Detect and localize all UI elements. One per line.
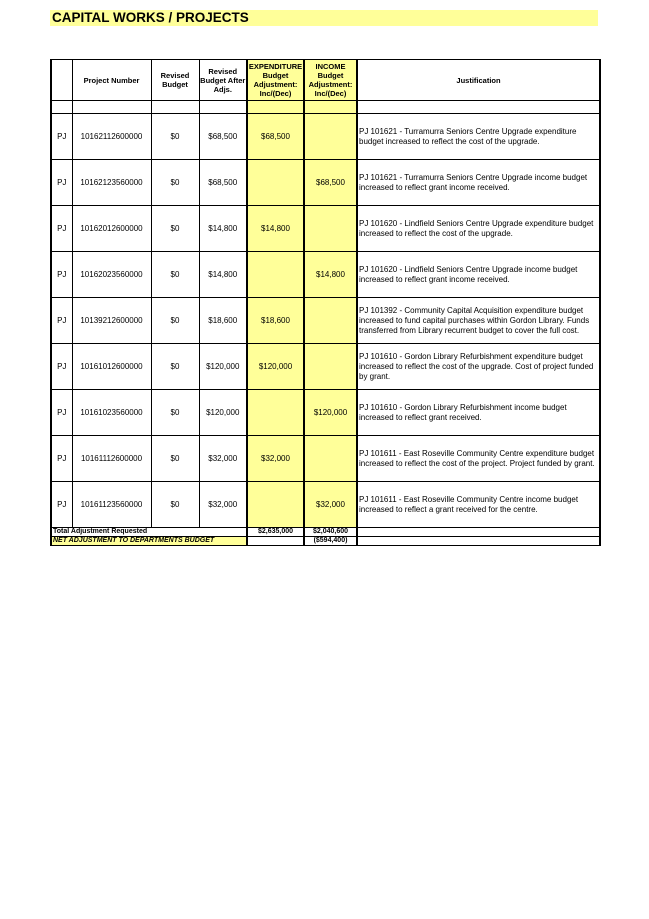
total-income: $2,040,600 [304,528,357,537]
income-cell [304,298,357,344]
type-cell: PJ [51,344,72,390]
expenditure-cell: $18,600 [247,298,304,344]
justification-cell: PJ 101621 - Turramurra Seniors Centre Upgrade income budget increased to reflect grant income received. [357,160,600,206]
justification-cell: PJ 101392 - Community Capital Acquisition expenditure budget increased to fund capital purchases within Gordon Library. Funds transferred from Library recurrent budget to cover the full cost. [357,298,600,344]
table-row [51,160,600,206]
table-row [51,206,600,252]
expenditure-cell: $14,800 [247,206,304,252]
revised-budget-cell: $0 [151,482,199,528]
expenditure-cell [247,390,304,436]
expenditure-cell: $68,500 [247,114,304,160]
revised-budget-cell: $0 [151,298,199,344]
section-title: CAPITAL WORKS / PROJECTS [50,10,598,26]
revised-budget-cell: $0 [151,252,199,298]
type-cell: PJ [51,298,72,344]
table-row [51,114,600,160]
header-row [51,60,600,101]
type-cell: PJ [51,206,72,252]
header-revised-budget: Revised Budget [151,60,199,101]
project-number-cell: 10161023560000 [72,390,151,436]
net-justification-blank [357,537,600,546]
spacer-cell [247,101,304,114]
revised-after-cell: $120,000 [199,344,247,390]
spacer-cell [199,101,247,114]
revised-budget-cell: $0 [151,114,199,160]
revised-budget-cell: $0 [151,344,199,390]
type-cell: PJ [51,482,72,528]
net-expenditure-blank [247,537,304,546]
net-adjustment-label: NET ADJUSTMENT TO DEPARTMENTS BUDGET [51,537,247,546]
project-number-cell: 10162012600000 [72,206,151,252]
type-cell: PJ [51,114,72,160]
revised-after-cell: $18,600 [199,298,247,344]
justification-cell: PJ 101610 - Gordon Library Refurbishment expenditure budget increased to reflect the cost of the upgrade. Cost of project funded by grant. [357,344,600,390]
revised-after-cell: $14,800 [199,206,247,252]
header-type [51,60,72,101]
income-cell: $14,800 [304,252,357,298]
spacer-cell [151,101,199,114]
revised-after-cell: $14,800 [199,252,247,298]
justification-cell: PJ 101620 - Lindfield Seniors Centre Upgrade expenditure budget increased to reflect the cost of the upgrade. [357,206,600,252]
type-cell: PJ [51,160,72,206]
total-row [51,528,600,537]
revised-after-cell: $68,500 [199,114,247,160]
income-cell: $120,000 [304,390,357,436]
total-label: Total Adjustment Requested [51,528,247,537]
capital-works-table [50,59,601,546]
net-adjustment-value: ($594,400) [304,537,357,546]
table-row [51,252,600,298]
income-cell [304,206,357,252]
header-expenditure: EXPENDITURE Budget Adjustment: Inc/(Dec) [247,60,304,101]
justification-cell: PJ 101620 - Lindfield Seniors Centre Upgrade income budget increased to reflect grant income received. [357,252,600,298]
expenditure-cell [247,482,304,528]
income-cell [304,436,357,482]
expenditure-cell: $32,000 [247,436,304,482]
revised-after-cell: $120,000 [199,390,247,436]
type-cell: PJ [51,390,72,436]
project-number-cell: 10161012600000 [72,344,151,390]
table-row [51,436,600,482]
expenditure-cell [247,160,304,206]
revised-budget-cell: $0 [151,390,199,436]
header-justification: Justification [357,60,600,101]
revised-budget-cell: $0 [151,206,199,252]
income-cell: $32,000 [304,482,357,528]
revised-budget-cell: $0 [151,160,199,206]
revised-after-cell: $32,000 [199,482,247,528]
expenditure-cell [247,252,304,298]
header-income: INCOME Budget Adjustment: Inc/(Dec) [304,60,357,101]
revised-after-cell: $32,000 [199,436,247,482]
table-row [51,298,600,344]
type-cell: PJ [51,436,72,482]
project-number-cell: 10162112600000 [72,114,151,160]
income-cell [304,344,357,390]
project-number-cell: 10161123560000 [72,482,151,528]
header-revised-after-adjs: Revised Budget After Adjs. [199,60,247,101]
spacer-cell [72,101,151,114]
project-number-cell: 10162123560000 [72,160,151,206]
header-project-number: Project Number [72,60,151,101]
justification-cell: PJ 101611 - East Roseville Community Centre expenditure budget increased to reflect the cost of the project. Project funded by grant. [357,436,600,482]
project-number-cell: 10161112600000 [72,436,151,482]
project-number-cell: 10139212600000 [72,298,151,344]
total-expenditure: $2,635,000 [247,528,304,537]
income-cell: $68,500 [304,160,357,206]
table-row [51,344,600,390]
revised-after-cell: $68,500 [199,160,247,206]
justification-cell: PJ 101611 - East Roseville Community Centre income budget increased to reflect a grant received for the centre. [357,482,600,528]
revised-budget-cell: $0 [151,436,199,482]
table-row [51,390,600,436]
spacer-cell [357,101,600,114]
type-cell: PJ [51,252,72,298]
spacer-cell [51,101,72,114]
spacer-cell [304,101,357,114]
net-adjustment-row [51,537,600,546]
justification-cell: PJ 101621 - Turramurra Seniors Centre Upgrade expenditure budget increased to reflect the cost of the upgrade. [357,114,600,160]
justification-cell: PJ 101610 - Gordon Library Refurbishment income budget increased to reflect grant received. [357,390,600,436]
spacer-row [51,101,600,114]
total-justification-blank [357,528,600,537]
project-number-cell: 10162023560000 [72,252,151,298]
table-row [51,482,600,528]
income-cell [304,114,357,160]
expenditure-cell: $120,000 [247,344,304,390]
